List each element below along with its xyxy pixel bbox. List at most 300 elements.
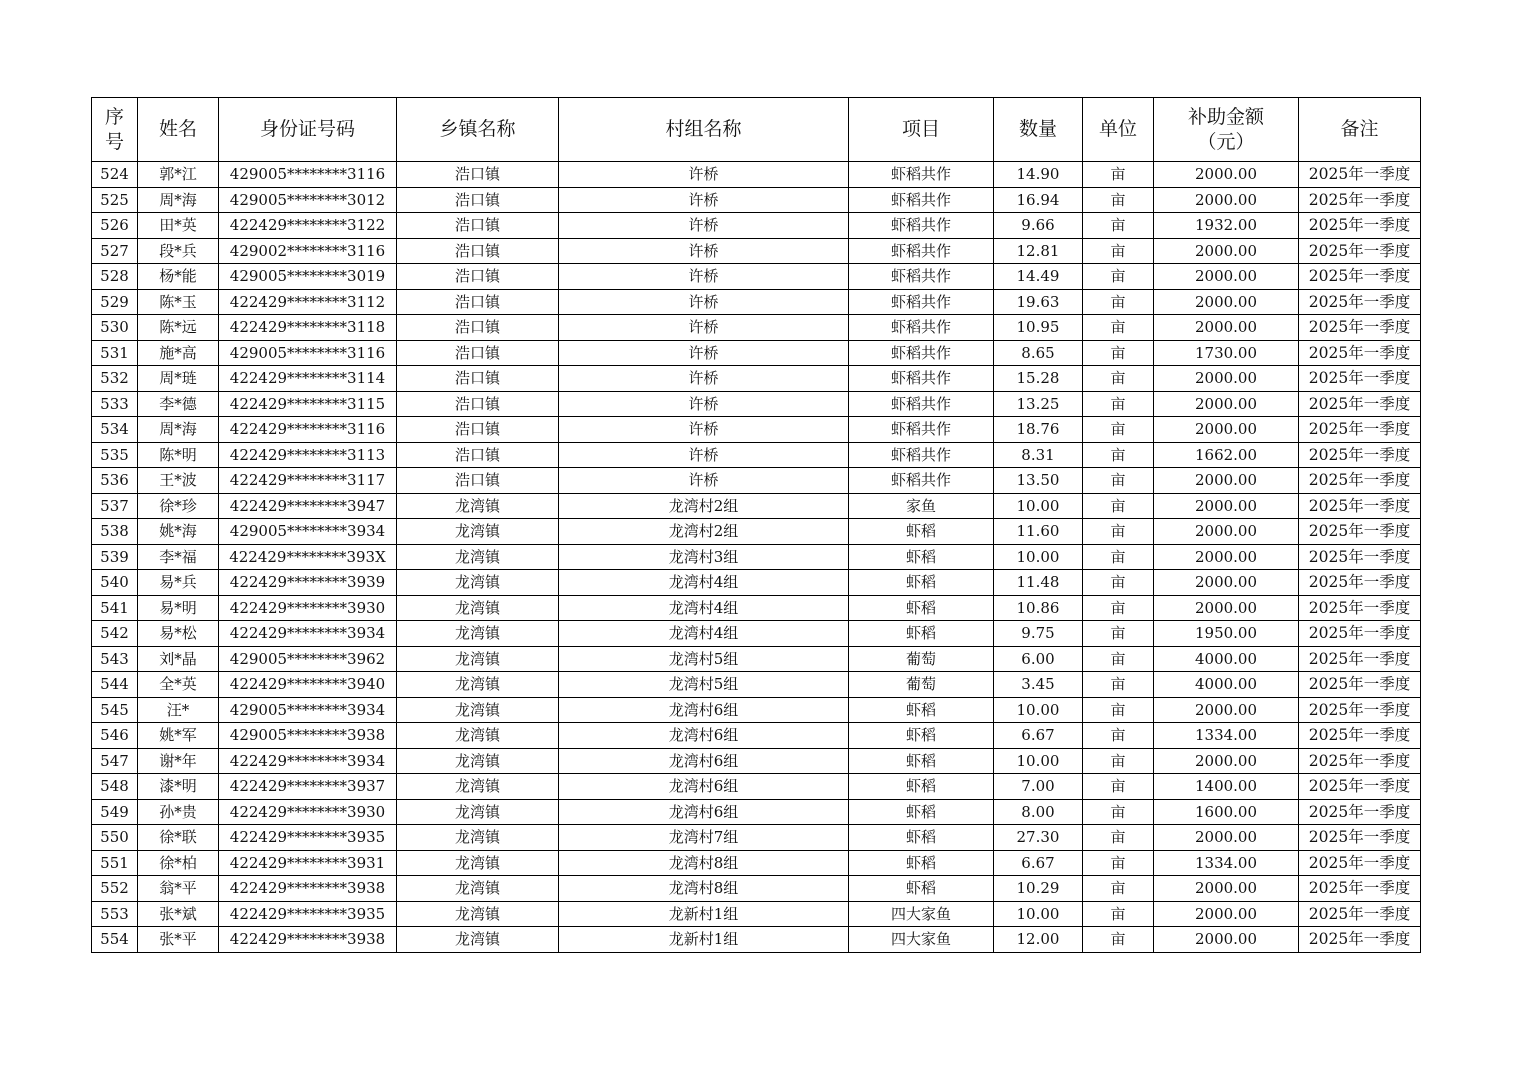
cell-note: 2025年一季度 xyxy=(1299,442,1421,468)
cell-id-number: 422429********3112 xyxy=(219,289,397,315)
cell-unit: 亩 xyxy=(1083,340,1154,366)
cell-village-group: 龙湾村6组 xyxy=(559,723,849,749)
table-row xyxy=(92,340,1421,366)
cell-note: 2025年一季度 xyxy=(1299,493,1421,519)
cell-unit: 亩 xyxy=(1083,850,1154,876)
cell-name: 陈*玉 xyxy=(138,289,219,315)
cell-village-group: 龙湾村2组 xyxy=(559,493,849,519)
cell-project: 虾稻 xyxy=(849,570,994,596)
cell-name: 李*福 xyxy=(138,544,219,570)
cell-id-number: 429005********3962 xyxy=(219,646,397,672)
table-row xyxy=(92,774,1421,800)
cell-name: 徐*柏 xyxy=(138,850,219,876)
cell-unit: 亩 xyxy=(1083,264,1154,290)
table-row xyxy=(92,366,1421,392)
cell-subsidy-amount: 2000.00 xyxy=(1154,595,1299,621)
cell-id-number: 422429********3947 xyxy=(219,493,397,519)
cell-note: 2025年一季度 xyxy=(1299,748,1421,774)
cell-name: 易*明 xyxy=(138,595,219,621)
cell-village-group: 龙湾村7组 xyxy=(559,825,849,851)
cell-village-group: 龙湾村4组 xyxy=(559,595,849,621)
cell-quantity: 13.25 xyxy=(994,391,1083,417)
cell-subsidy-amount: 2000.00 xyxy=(1154,697,1299,723)
cell-subsidy-amount: 2000.00 xyxy=(1154,391,1299,417)
cell-name: 周*琏 xyxy=(138,366,219,392)
cell-name: 谢*年 xyxy=(138,748,219,774)
cell-quantity: 10.86 xyxy=(994,595,1083,621)
cell-township: 浩口镇 xyxy=(397,340,559,366)
cell-village-group: 龙湾村8组 xyxy=(559,876,849,902)
cell-quantity: 10.00 xyxy=(994,697,1083,723)
cell-note: 2025年一季度 xyxy=(1299,723,1421,749)
cell-village-group: 许桥 xyxy=(559,238,849,264)
cell-village-group: 龙湾村5组 xyxy=(559,646,849,672)
cell-unit: 亩 xyxy=(1083,391,1154,417)
header-seq: 序 号 xyxy=(92,98,138,162)
cell-id-number: 422429********3935 xyxy=(219,825,397,851)
table-row xyxy=(92,187,1421,213)
table-row xyxy=(92,264,1421,290)
header-id-number: 身份证号码 xyxy=(219,98,397,162)
cell-id-number: 429005********3934 xyxy=(219,697,397,723)
cell-quantity: 10.95 xyxy=(994,315,1083,341)
cell-note: 2025年一季度 xyxy=(1299,825,1421,851)
table-row xyxy=(92,213,1421,239)
cell-subsidy-amount: 2000.00 xyxy=(1154,315,1299,341)
table-row xyxy=(92,468,1421,494)
cell-unit: 亩 xyxy=(1083,723,1154,749)
cell-note: 2025年一季度 xyxy=(1299,340,1421,366)
table-row xyxy=(92,289,1421,315)
cell-id-number: 422429********3113 xyxy=(219,442,397,468)
cell-unit: 亩 xyxy=(1083,289,1154,315)
cell-village-group: 许桥 xyxy=(559,289,849,315)
cell-note: 2025年一季度 xyxy=(1299,646,1421,672)
cell-quantity: 8.00 xyxy=(994,799,1083,825)
cell-project: 虾稻 xyxy=(849,748,994,774)
cell-name: 孙*贵 xyxy=(138,799,219,825)
cell-township: 龙湾镇 xyxy=(397,570,559,596)
cell-subsidy-amount: 1950.00 xyxy=(1154,621,1299,647)
cell-name: 汪* xyxy=(138,697,219,723)
cell-quantity: 14.90 xyxy=(994,162,1083,188)
cell-id-number: 422429********3940 xyxy=(219,672,397,698)
cell-unit: 亩 xyxy=(1083,468,1154,494)
cell-name: 陈*明 xyxy=(138,442,219,468)
table-row xyxy=(92,621,1421,647)
table-row xyxy=(92,850,1421,876)
cell-seq: 533 xyxy=(92,391,138,417)
cell-seq: 531 xyxy=(92,340,138,366)
cell-project: 虾稻共作 xyxy=(849,442,994,468)
cell-village-group: 许桥 xyxy=(559,468,849,494)
header-subsidy-amount: 补助金额 （元） xyxy=(1154,98,1299,162)
cell-township: 浩口镇 xyxy=(397,238,559,264)
cell-name: 田*英 xyxy=(138,213,219,239)
cell-project: 虾稻 xyxy=(849,850,994,876)
cell-seq: 545 xyxy=(92,697,138,723)
cell-township: 龙湾镇 xyxy=(397,672,559,698)
header-name: 姓名 xyxy=(138,98,219,162)
cell-quantity: 18.76 xyxy=(994,417,1083,443)
cell-project: 虾稻 xyxy=(849,621,994,647)
cell-seq: 552 xyxy=(92,876,138,902)
header-unit: 单位 xyxy=(1083,98,1154,162)
cell-township: 龙湾镇 xyxy=(397,723,559,749)
cell-subsidy-amount: 4000.00 xyxy=(1154,672,1299,698)
cell-subsidy-amount: 1334.00 xyxy=(1154,850,1299,876)
cell-name: 周*海 xyxy=(138,187,219,213)
table-row xyxy=(92,697,1421,723)
cell-township: 浩口镇 xyxy=(397,366,559,392)
cell-seq: 538 xyxy=(92,519,138,545)
cell-township: 浩口镇 xyxy=(397,264,559,290)
cell-quantity: 10.00 xyxy=(994,901,1083,927)
table-row xyxy=(92,417,1421,443)
table-row xyxy=(92,748,1421,774)
table-row xyxy=(92,238,1421,264)
table-header-row xyxy=(92,98,1421,162)
cell-village-group: 龙新村1组 xyxy=(559,901,849,927)
cell-project: 虾稻 xyxy=(849,825,994,851)
cell-project: 虾稻共作 xyxy=(849,391,994,417)
cell-project: 虾稻共作 xyxy=(849,264,994,290)
table-row xyxy=(92,723,1421,749)
cell-township: 浩口镇 xyxy=(397,417,559,443)
cell-id-number: 422429********3930 xyxy=(219,595,397,621)
cell-seq: 542 xyxy=(92,621,138,647)
cell-township: 龙湾镇 xyxy=(397,595,559,621)
cell-name: 漆*明 xyxy=(138,774,219,800)
cell-id-number: 429005********3934 xyxy=(219,519,397,545)
cell-unit: 亩 xyxy=(1083,315,1154,341)
table-row xyxy=(92,442,1421,468)
cell-quantity: 13.50 xyxy=(994,468,1083,494)
cell-unit: 亩 xyxy=(1083,493,1154,519)
cell-note: 2025年一季度 xyxy=(1299,238,1421,264)
cell-subsidy-amount: 2000.00 xyxy=(1154,366,1299,392)
cell-project: 虾稻共作 xyxy=(849,315,994,341)
cell-project: 虾稻 xyxy=(849,595,994,621)
cell-unit: 亩 xyxy=(1083,213,1154,239)
cell-seq: 526 xyxy=(92,213,138,239)
cell-name: 周*海 xyxy=(138,417,219,443)
cell-name: 姚*军 xyxy=(138,723,219,749)
cell-id-number: 422429********393X xyxy=(219,544,397,570)
cell-township: 浩口镇 xyxy=(397,468,559,494)
cell-unit: 亩 xyxy=(1083,417,1154,443)
cell-unit: 亩 xyxy=(1083,697,1154,723)
cell-id-number: 429005********3116 xyxy=(219,340,397,366)
cell-quantity: 27.30 xyxy=(994,825,1083,851)
cell-township: 浩口镇 xyxy=(397,391,559,417)
table-row xyxy=(92,876,1421,902)
cell-village-group: 许桥 xyxy=(559,315,849,341)
cell-seq: 551 xyxy=(92,850,138,876)
cell-name: 翁*平 xyxy=(138,876,219,902)
table-row xyxy=(92,799,1421,825)
cell-subsidy-amount: 2000.00 xyxy=(1154,162,1299,188)
table-row xyxy=(92,544,1421,570)
cell-village-group: 许桥 xyxy=(559,391,849,417)
cell-project: 虾稻共作 xyxy=(849,187,994,213)
cell-id-number: 429005********3938 xyxy=(219,723,397,749)
cell-unit: 亩 xyxy=(1083,570,1154,596)
cell-note: 2025年一季度 xyxy=(1299,391,1421,417)
cell-id-number: 422429********3118 xyxy=(219,315,397,341)
cell-township: 龙湾镇 xyxy=(397,774,559,800)
cell-village-group: 龙新村1组 xyxy=(559,927,849,953)
cell-note: 2025年一季度 xyxy=(1299,672,1421,698)
cell-name: 陈*远 xyxy=(138,315,219,341)
cell-township: 龙湾镇 xyxy=(397,544,559,570)
cell-quantity: 8.65 xyxy=(994,340,1083,366)
cell-village-group: 龙湾村6组 xyxy=(559,697,849,723)
cell-note: 2025年一季度 xyxy=(1299,850,1421,876)
cell-seq: 541 xyxy=(92,595,138,621)
cell-name: 王*波 xyxy=(138,468,219,494)
cell-seq: 524 xyxy=(92,162,138,188)
cell-township: 龙湾镇 xyxy=(397,876,559,902)
cell-project: 虾稻 xyxy=(849,774,994,800)
header-project: 项目 xyxy=(849,98,994,162)
cell-id-number: 422429********3935 xyxy=(219,901,397,927)
cell-subsidy-amount: 4000.00 xyxy=(1154,646,1299,672)
cell-project: 葡萄 xyxy=(849,672,994,698)
cell-village-group: 许桥 xyxy=(559,264,849,290)
cell-quantity: 15.28 xyxy=(994,366,1083,392)
cell-subsidy-amount: 2000.00 xyxy=(1154,519,1299,545)
cell-project: 虾稻 xyxy=(849,697,994,723)
header-village-group: 村组名称 xyxy=(559,98,849,162)
cell-project: 四大家鱼 xyxy=(849,927,994,953)
cell-village-group: 龙湾村8组 xyxy=(559,850,849,876)
cell-subsidy-amount: 2000.00 xyxy=(1154,876,1299,902)
cell-note: 2025年一季度 xyxy=(1299,187,1421,213)
cell-subsidy-amount: 2000.00 xyxy=(1154,825,1299,851)
cell-subsidy-amount: 2000.00 xyxy=(1154,901,1299,927)
cell-subsidy-amount: 2000.00 xyxy=(1154,417,1299,443)
cell-id-number: 429005********3012 xyxy=(219,187,397,213)
cell-village-group: 许桥 xyxy=(559,366,849,392)
cell-id-number: 422429********3934 xyxy=(219,621,397,647)
table-row xyxy=(92,315,1421,341)
cell-quantity: 3.45 xyxy=(994,672,1083,698)
table-row xyxy=(92,646,1421,672)
cell-quantity: 11.60 xyxy=(994,519,1083,545)
cell-township: 浩口镇 xyxy=(397,213,559,239)
cell-id-number: 422429********3116 xyxy=(219,417,397,443)
cell-name: 徐*珍 xyxy=(138,493,219,519)
cell-project: 虾稻共作 xyxy=(849,417,994,443)
cell-township: 龙湾镇 xyxy=(397,697,559,723)
cell-unit: 亩 xyxy=(1083,442,1154,468)
cell-subsidy-amount: 1730.00 xyxy=(1154,340,1299,366)
cell-quantity: 9.66 xyxy=(994,213,1083,239)
cell-subsidy-amount: 2000.00 xyxy=(1154,468,1299,494)
cell-seq: 535 xyxy=(92,442,138,468)
cell-subsidy-amount: 2000.00 xyxy=(1154,264,1299,290)
cell-quantity: 12.00 xyxy=(994,927,1083,953)
cell-note: 2025年一季度 xyxy=(1299,213,1421,239)
cell-unit: 亩 xyxy=(1083,238,1154,264)
cell-seq: 536 xyxy=(92,468,138,494)
cell-id-number: 422429********3938 xyxy=(219,927,397,953)
cell-name: 郭*江 xyxy=(138,162,219,188)
cell-seq: 548 xyxy=(92,774,138,800)
cell-project: 家鱼 xyxy=(849,493,994,519)
table-row xyxy=(92,825,1421,851)
cell-village-group: 龙湾村6组 xyxy=(559,799,849,825)
cell-seq: 553 xyxy=(92,901,138,927)
table-row xyxy=(92,391,1421,417)
cell-id-number: 422429********3938 xyxy=(219,876,397,902)
cell-quantity: 9.75 xyxy=(994,621,1083,647)
cell-village-group: 许桥 xyxy=(559,417,849,443)
cell-unit: 亩 xyxy=(1083,162,1154,188)
cell-name: 易*兵 xyxy=(138,570,219,596)
cell-note: 2025年一季度 xyxy=(1299,162,1421,188)
cell-township: 龙湾镇 xyxy=(397,519,559,545)
cell-note: 2025年一季度 xyxy=(1299,697,1421,723)
cell-note: 2025年一季度 xyxy=(1299,595,1421,621)
cell-id-number: 429005********3116 xyxy=(219,162,397,188)
table-row xyxy=(92,519,1421,545)
cell-id-number: 429005********3019 xyxy=(219,264,397,290)
cell-seq: 532 xyxy=(92,366,138,392)
cell-quantity: 10.00 xyxy=(994,493,1083,519)
cell-quantity: 10.29 xyxy=(994,876,1083,902)
cell-quantity: 11.48 xyxy=(994,570,1083,596)
cell-project: 虾稻 xyxy=(849,519,994,545)
cell-project: 虾稻共作 xyxy=(849,213,994,239)
cell-seq: 537 xyxy=(92,493,138,519)
table-row xyxy=(92,595,1421,621)
cell-township: 龙湾镇 xyxy=(397,748,559,774)
cell-seq: 527 xyxy=(92,238,138,264)
cell-seq: 525 xyxy=(92,187,138,213)
cell-unit: 亩 xyxy=(1083,927,1154,953)
cell-project: 虾稻共作 xyxy=(849,468,994,494)
cell-village-group: 龙湾村6组 xyxy=(559,774,849,800)
cell-village-group: 龙湾村5组 xyxy=(559,672,849,698)
table-row xyxy=(92,901,1421,927)
cell-village-group: 许桥 xyxy=(559,213,849,239)
cell-subsidy-amount: 2000.00 xyxy=(1154,289,1299,315)
cell-quantity: 8.31 xyxy=(994,442,1083,468)
cell-note: 2025年一季度 xyxy=(1299,799,1421,825)
cell-quantity: 6.67 xyxy=(994,850,1083,876)
cell-subsidy-amount: 1334.00 xyxy=(1154,723,1299,749)
cell-village-group: 许桥 xyxy=(559,340,849,366)
cell-note: 2025年一季度 xyxy=(1299,876,1421,902)
cell-project: 虾稻 xyxy=(849,876,994,902)
cell-note: 2025年一季度 xyxy=(1299,417,1421,443)
cell-unit: 亩 xyxy=(1083,519,1154,545)
cell-seq: 544 xyxy=(92,672,138,698)
cell-project: 四大家鱼 xyxy=(849,901,994,927)
cell-id-number: 422429********3114 xyxy=(219,366,397,392)
cell-name: 施*高 xyxy=(138,340,219,366)
cell-project: 虾稻 xyxy=(849,723,994,749)
cell-seq: 549 xyxy=(92,799,138,825)
header-quantity: 数量 xyxy=(994,98,1083,162)
cell-note: 2025年一季度 xyxy=(1299,519,1421,545)
table-row xyxy=(92,493,1421,519)
cell-id-number: 422429********3939 xyxy=(219,570,397,596)
cell-township: 龙湾镇 xyxy=(397,825,559,851)
cell-township: 浩口镇 xyxy=(397,442,559,468)
cell-township: 浩口镇 xyxy=(397,162,559,188)
cell-note: 2025年一季度 xyxy=(1299,366,1421,392)
cell-seq: 529 xyxy=(92,289,138,315)
cell-note: 2025年一季度 xyxy=(1299,570,1421,596)
cell-unit: 亩 xyxy=(1083,595,1154,621)
cell-unit: 亩 xyxy=(1083,187,1154,213)
cell-quantity: 10.00 xyxy=(994,748,1083,774)
cell-seq: 539 xyxy=(92,544,138,570)
cell-quantity: 7.00 xyxy=(994,774,1083,800)
cell-name: 杨*能 xyxy=(138,264,219,290)
cell-quantity: 12.81 xyxy=(994,238,1083,264)
cell-village-group: 龙湾村2组 xyxy=(559,519,849,545)
cell-seq: 540 xyxy=(92,570,138,596)
header-note: 备注 xyxy=(1299,98,1421,162)
cell-note: 2025年一季度 xyxy=(1299,927,1421,953)
cell-project: 虾稻共作 xyxy=(849,340,994,366)
cell-unit: 亩 xyxy=(1083,621,1154,647)
cell-id-number: 422429********3931 xyxy=(219,850,397,876)
cell-unit: 亩 xyxy=(1083,544,1154,570)
cell-unit: 亩 xyxy=(1083,774,1154,800)
cell-subsidy-amount: 2000.00 xyxy=(1154,238,1299,264)
cell-note: 2025年一季度 xyxy=(1299,289,1421,315)
cell-id-number: 429002********3116 xyxy=(219,238,397,264)
cell-id-number: 422429********3117 xyxy=(219,468,397,494)
cell-note: 2025年一季度 xyxy=(1299,774,1421,800)
cell-name: 段*兵 xyxy=(138,238,219,264)
cell-village-group: 许桥 xyxy=(559,442,849,468)
cell-id-number: 422429********3937 xyxy=(219,774,397,800)
cell-project: 虾稻共作 xyxy=(849,289,994,315)
cell-subsidy-amount: 1400.00 xyxy=(1154,774,1299,800)
cell-township: 龙湾镇 xyxy=(397,493,559,519)
cell-township: 龙湾镇 xyxy=(397,621,559,647)
cell-name: 刘*晶 xyxy=(138,646,219,672)
cell-seq: 550 xyxy=(92,825,138,851)
cell-subsidy-amount: 2000.00 xyxy=(1154,187,1299,213)
cell-seq: 546 xyxy=(92,723,138,749)
header-township: 乡镇名称 xyxy=(397,98,559,162)
cell-subsidy-amount: 2000.00 xyxy=(1154,748,1299,774)
table-row xyxy=(92,927,1421,953)
cell-village-group: 龙湾村4组 xyxy=(559,621,849,647)
cell-township: 龙湾镇 xyxy=(397,646,559,672)
cell-quantity: 6.00 xyxy=(994,646,1083,672)
table-row xyxy=(92,672,1421,698)
cell-village-group: 许桥 xyxy=(559,187,849,213)
cell-id-number: 422429********3934 xyxy=(219,748,397,774)
cell-unit: 亩 xyxy=(1083,799,1154,825)
cell-note: 2025年一季度 xyxy=(1299,468,1421,494)
cell-village-group: 龙湾村4组 xyxy=(559,570,849,596)
cell-seq: 543 xyxy=(92,646,138,672)
cell-quantity: 6.67 xyxy=(994,723,1083,749)
cell-township: 浩口镇 xyxy=(397,289,559,315)
cell-township: 龙湾镇 xyxy=(397,901,559,927)
cell-township: 龙湾镇 xyxy=(397,799,559,825)
cell-unit: 亩 xyxy=(1083,748,1154,774)
